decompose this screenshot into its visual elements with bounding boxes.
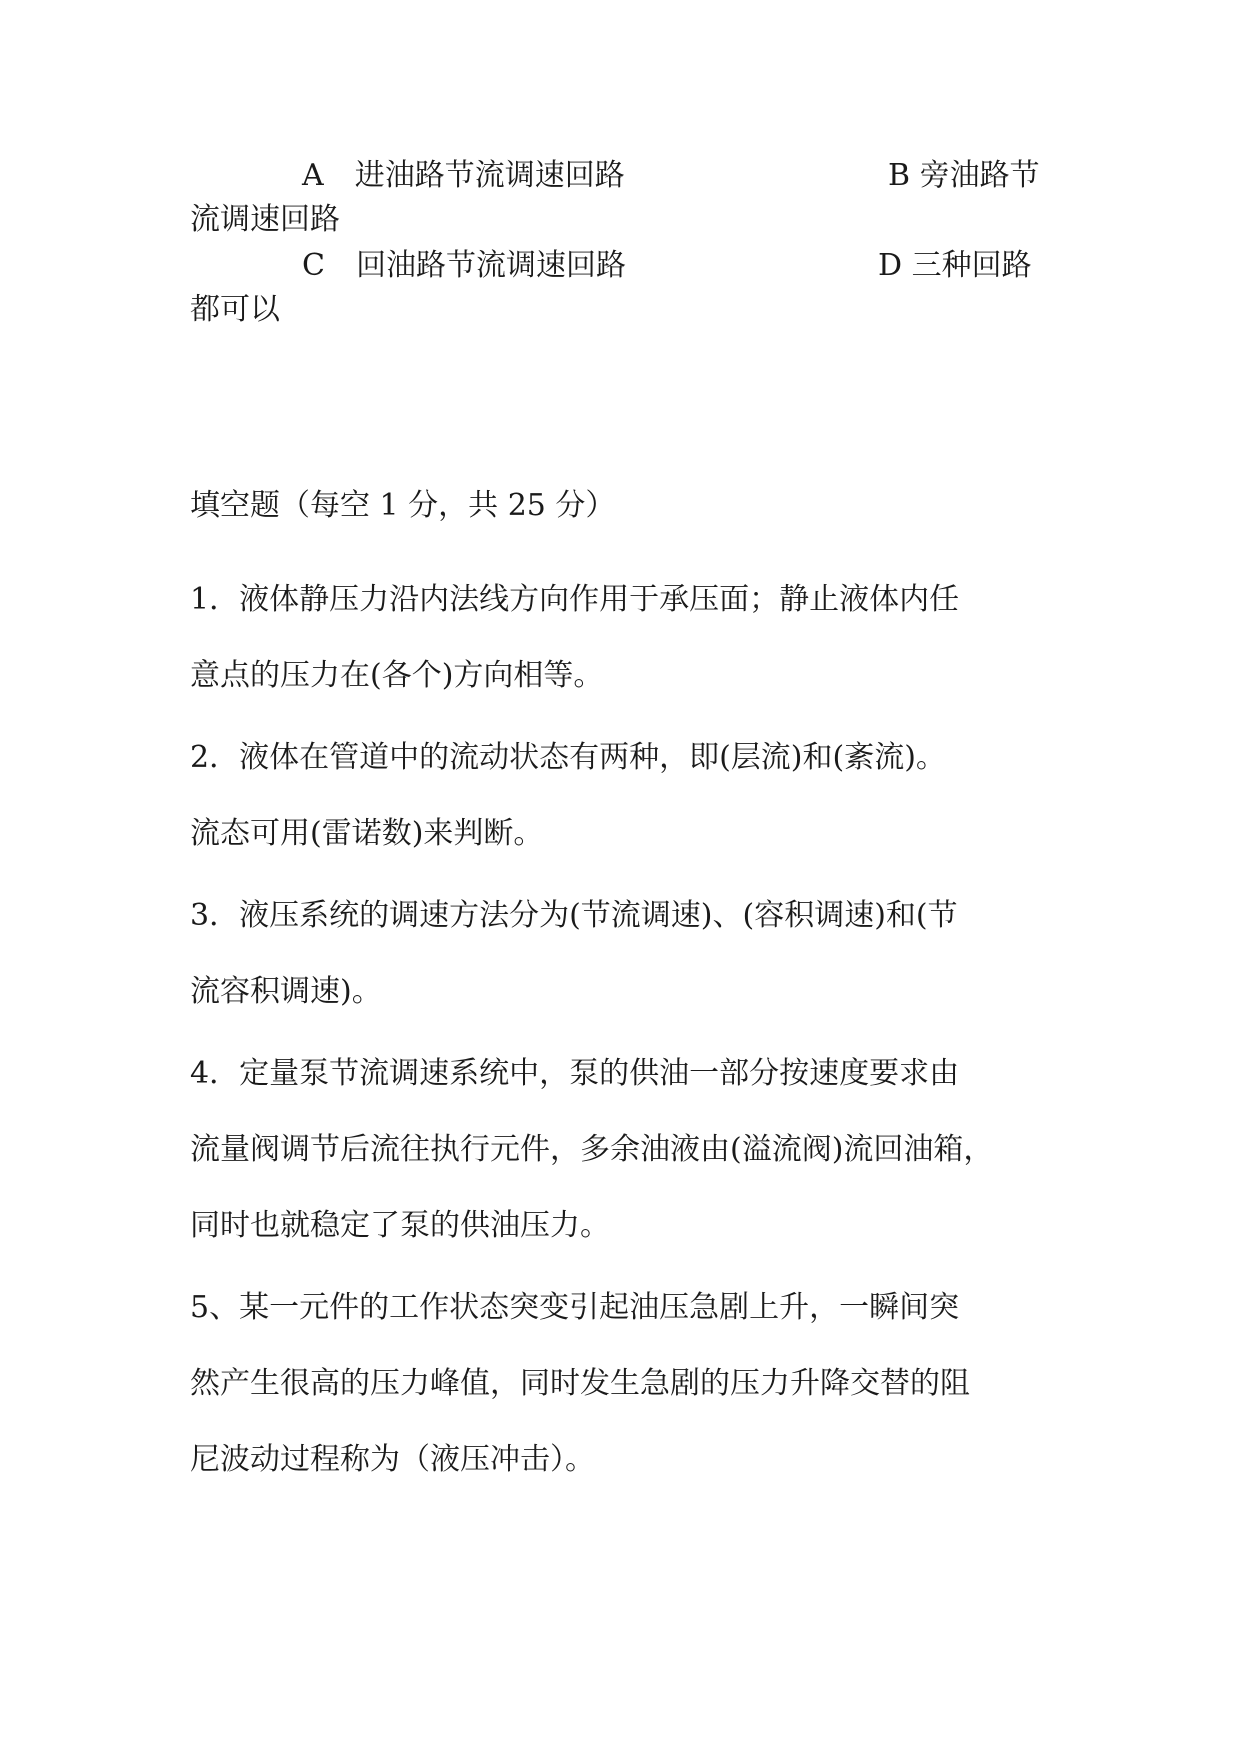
- question-3-line-1: 3．液压系统的调速方法分为(节流调速)、(容积调速)和(节: [190, 898, 958, 933]
- question-4: [190, 1047, 1050, 1253]
- option-b-text: B 旁油路节: [888, 158, 1040, 193]
- option-d-continued: [190, 290, 280, 330]
- question-2: [190, 731, 1050, 861]
- option-c-text: 回油路节流调速回路: [356, 248, 627, 283]
- question-5-line-3: 尼波动过程称为（液压冲击）。: [190, 1442, 595, 1477]
- question-1: [190, 573, 1050, 703]
- option-a-text: 进油路节流调速回路: [354, 158, 625, 193]
- option-d: [878, 246, 1032, 286]
- question-3: [190, 889, 1050, 1019]
- option-d-text: D 三种回路: [878, 248, 1032, 283]
- option-a-label: A: [302, 158, 324, 193]
- option-c-label: C: [302, 248, 325, 283]
- question-5-line-1: 5、某一元件的工作状态突变引起油压急剧上升，一瞬间突: [190, 1290, 960, 1325]
- question-3-line-2: 流容积调速)。: [190, 974, 382, 1009]
- option-b-wrap-text: 流调速回路: [190, 202, 340, 237]
- question-2-line-1: 2．液体在管道中的流动状态有两种，即(层流)和(紊流)。: [190, 740, 946, 775]
- section-heading: 填空题（每空 1 分，共 25 分）: [190, 488, 616, 523]
- question-4-line-3: 同时也就稳定了泵的供油压力。: [190, 1208, 610, 1243]
- option-d-wrap-text: 都可以: [190, 292, 280, 327]
- question-4-line-1: 4．定量泵节流调速系统中，泵的供油一部分按速度要求由: [190, 1056, 960, 1091]
- option-b: [888, 156, 1040, 196]
- question-5: [190, 1281, 1050, 1487]
- question-4-line-2: 流量阀调节后流往执行元件，多余油液由(溢流阀)流回油箱，: [190, 1132, 994, 1167]
- option-a: [302, 156, 625, 196]
- question-5-line-2: 然产生很高的压力峰值，同时发生急剧的压力升降交替的阻: [190, 1366, 970, 1401]
- question-1-line-2: 意点的压力在(各个)方向相等。: [190, 658, 604, 693]
- option-c: [302, 246, 626, 286]
- question-1-line-1: 1．液体静压力沿内法线方向作用于承压面；静止液体内任: [190, 582, 960, 617]
- option-b-continued: [190, 200, 340, 240]
- question-2-line-2: 流态可用(雷诺数)来判断。: [190, 816, 544, 851]
